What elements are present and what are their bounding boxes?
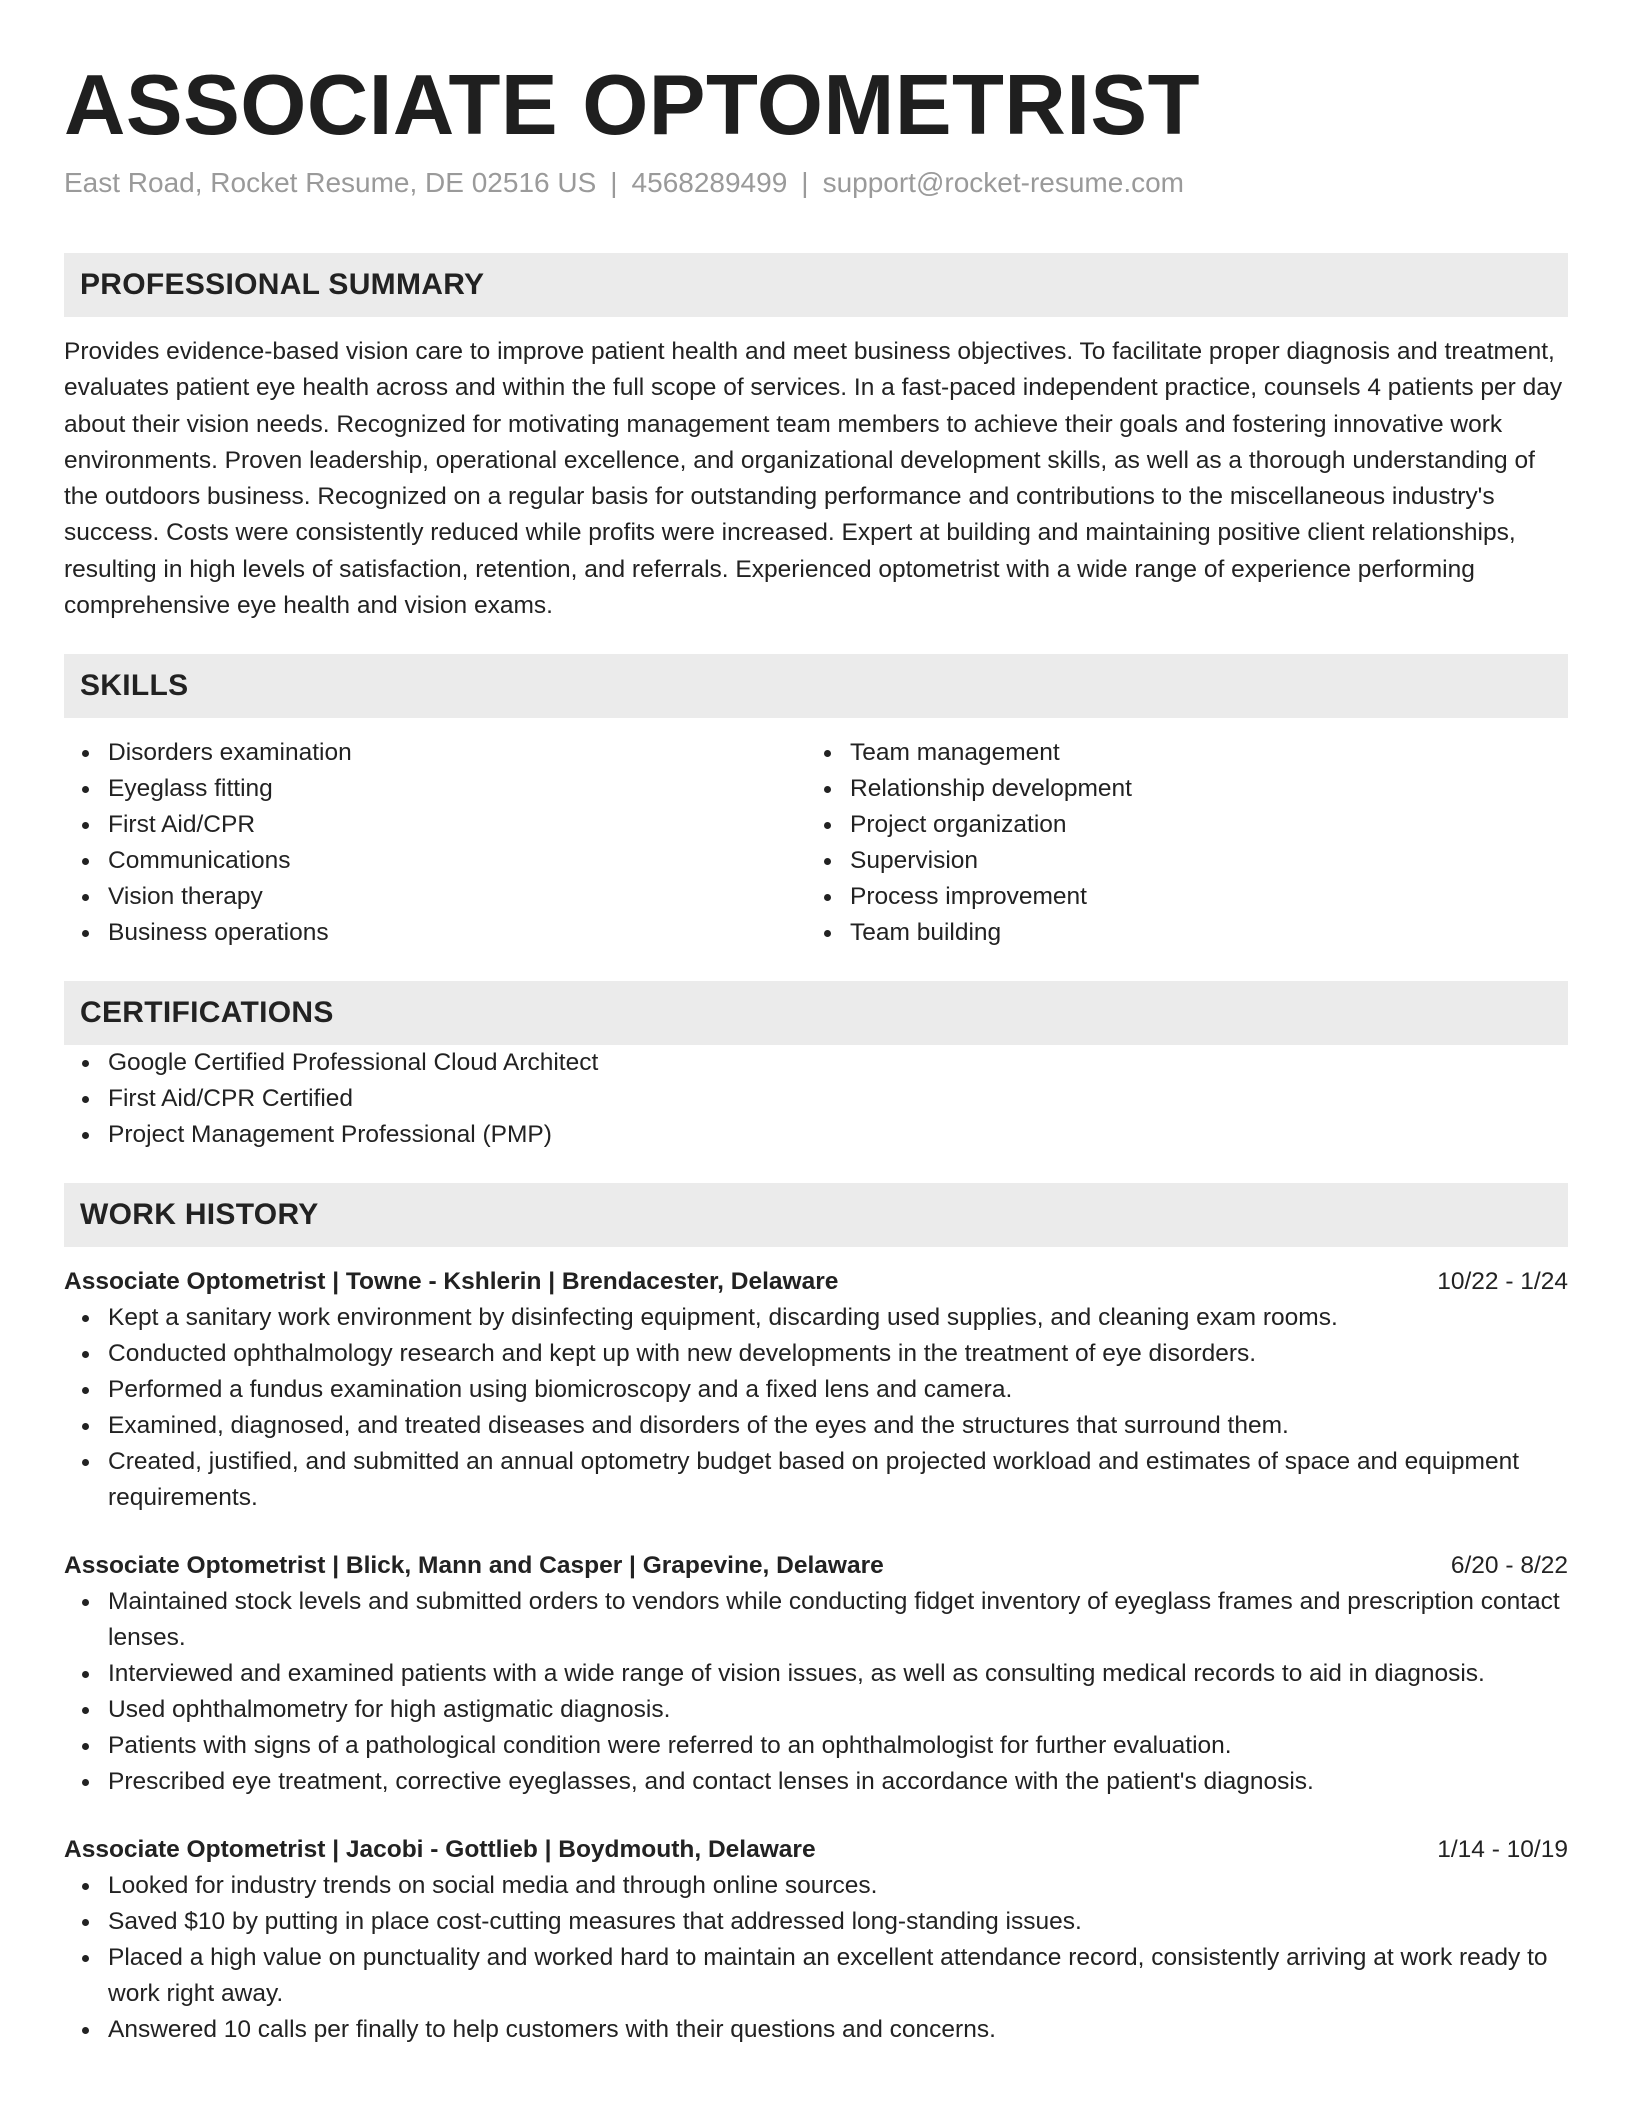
skills-column-right	[806, 735, 1548, 951]
job-bullets	[64, 1584, 1568, 1800]
contact-separator: |	[801, 167, 809, 198]
section-header-skills: SKILLS	[64, 654, 1568, 718]
job-bullet: Interviewed and examined patients with a wide range of vision issues, as well as consulting medical records to aid in diagnosis.	[64, 1656, 1568, 1692]
skill-item: First Aid/CPR	[64, 807, 806, 843]
job-bullet: Examined, diagnosed, and treated diseases and disorders of the eyes and the structures that surround them.	[64, 1408, 1568, 1444]
job-bullet: Maintained stock levels and submitted orders to vendors while conducting fidget inventory of eyeglass frames and prescription contact lenses.	[64, 1584, 1568, 1656]
contact-phone: 4568289499	[631, 167, 788, 198]
job-bullet: Performed a fundus examination using biomicroscopy and a fixed lens and camera.	[64, 1372, 1568, 1408]
skill-item: Team building	[806, 915, 1548, 951]
job-header	[64, 1548, 1568, 1584]
job-bullets	[64, 1300, 1568, 1516]
job-bullet: Saved $10 by putting in place cost-cutting measures that addressed long-standing issues.	[64, 1904, 1568, 1940]
skill-item: Supervision	[806, 843, 1548, 879]
skills-column-left	[64, 735, 806, 951]
job-bullets	[64, 1868, 1568, 2048]
summary-text: Provides evidence-based vision care to improve patient health and meet business objectives. To facilitate proper diagnosis and treatment, evaluates patient eye health across and within the full scope of services. In a fast-paced independent practice, counsels 4 patients per day about their vision needs. Recognized for motivating management team members to achieve their goals and fostering innovative work environments. Proven leadership, operational excellence, and organizational development skills, as well as a thorough understanding of the outdoors business. Recognized on a regular basis for outstanding performance and contributions to the miscellaneous industry's success. Costs were consistently reduced while profits were increased. Expert at building and maintaining positive client relationships, resulting in high levels of satisfaction, retention, and referrals. Experienced optometrist with a wide range of experience performing comprehensive eye health and vision exams.	[64, 338, 1563, 620]
skill-item: Disorders examination	[64, 735, 806, 771]
skill-item: Communications	[64, 843, 806, 879]
job-bullet: Conducted ophthalmology research and kept up with new developments in the treatment of eye disorders.	[64, 1336, 1568, 1372]
section-header-certifications: CERTIFICATIONS	[64, 981, 1568, 1045]
job-title: Associate Optometrist | Blick, Mann and Casper | Grapevine, Delaware	[64, 1552, 884, 1580]
job-dates: 10/22 - 1/24	[1437, 1268, 1568, 1296]
skill-item: Process improvement	[806, 879, 1548, 915]
job-entry	[64, 1264, 1568, 1516]
contact-email: support@rocket-resume.com	[822, 167, 1184, 198]
contact-line	[64, 164, 1568, 202]
skill-item: Eyeglass fitting	[64, 771, 806, 807]
job-bullet: Answered 10 calls per finally to help customers with their questions and concerns.	[64, 2012, 1568, 2048]
certification-item: Project Management Professional (PMP)	[64, 1117, 1568, 1153]
job-bullet: Kept a sanitary work environment by disinfecting equipment, discarding used supplies, and cleaning exam rooms.	[64, 1300, 1568, 1336]
certifications-list	[64, 1045, 1568, 1153]
job-bullet: Created, justified, and submitted an annual optometry budget based on projected workload and estimates of space and equipment requirements.	[64, 1444, 1568, 1516]
contact-address: East Road, Rocket Resume, DE 02516 US	[64, 167, 597, 198]
job-bullet: Used ophthalmometry for high astigmatic diagnosis.	[64, 1692, 1568, 1728]
skill-item: Business operations	[64, 915, 806, 951]
skill-item: Team management	[806, 735, 1548, 771]
skill-item: Vision therapy	[64, 879, 806, 915]
resume-title: ASSOCIATE OPTOMETRIST	[64, 58, 1201, 153]
job-dates: 1/14 - 10/19	[1437, 1836, 1568, 1864]
job-bullet: Looked for industry trends on social media and through online sources.	[64, 1868, 1568, 1904]
skill-item: Project organization	[806, 807, 1548, 843]
certification-item: First Aid/CPR Certified	[64, 1081, 1568, 1117]
section-header-work-history: WORK HISTORY	[64, 1183, 1568, 1247]
section-header-summary: PROFESSIONAL SUMMARY	[64, 253, 1568, 317]
job-title: Associate Optometrist | Jacobi - Gottlieb | Boydmouth, Delaware	[64, 1836, 816, 1864]
contact-separator: |	[610, 167, 618, 198]
job-bullet: Patients with signs of a pathological condition were referred to an ophthalmologist for further evaluation.	[64, 1728, 1568, 1764]
job-entry	[64, 1548, 1568, 1800]
certification-item: Google Certified Professional Cloud Architect	[64, 1045, 1568, 1081]
job-title: Associate Optometrist | Towne - Kshlerin | Brendacester, Delaware	[64, 1268, 839, 1296]
job-header	[64, 1264, 1568, 1300]
skill-item: Relationship development	[806, 771, 1548, 807]
job-entry	[64, 1832, 1568, 2048]
skills-grid	[64, 735, 1568, 951]
resume-page	[64, 0, 1568, 2048]
job-bullet: Prescribed eye treatment, corrective eyeglasses, and contact lenses in accordance with the patient's diagnosis.	[64, 1764, 1568, 1800]
job-bullet: Placed a high value on punctuality and worked hard to maintain an excellent attendance record, consistently arriving at work ready to work right away.	[64, 1940, 1568, 2012]
job-dates: 6/20 - 8/22	[1450, 1552, 1568, 1580]
job-header	[64, 1832, 1568, 1868]
